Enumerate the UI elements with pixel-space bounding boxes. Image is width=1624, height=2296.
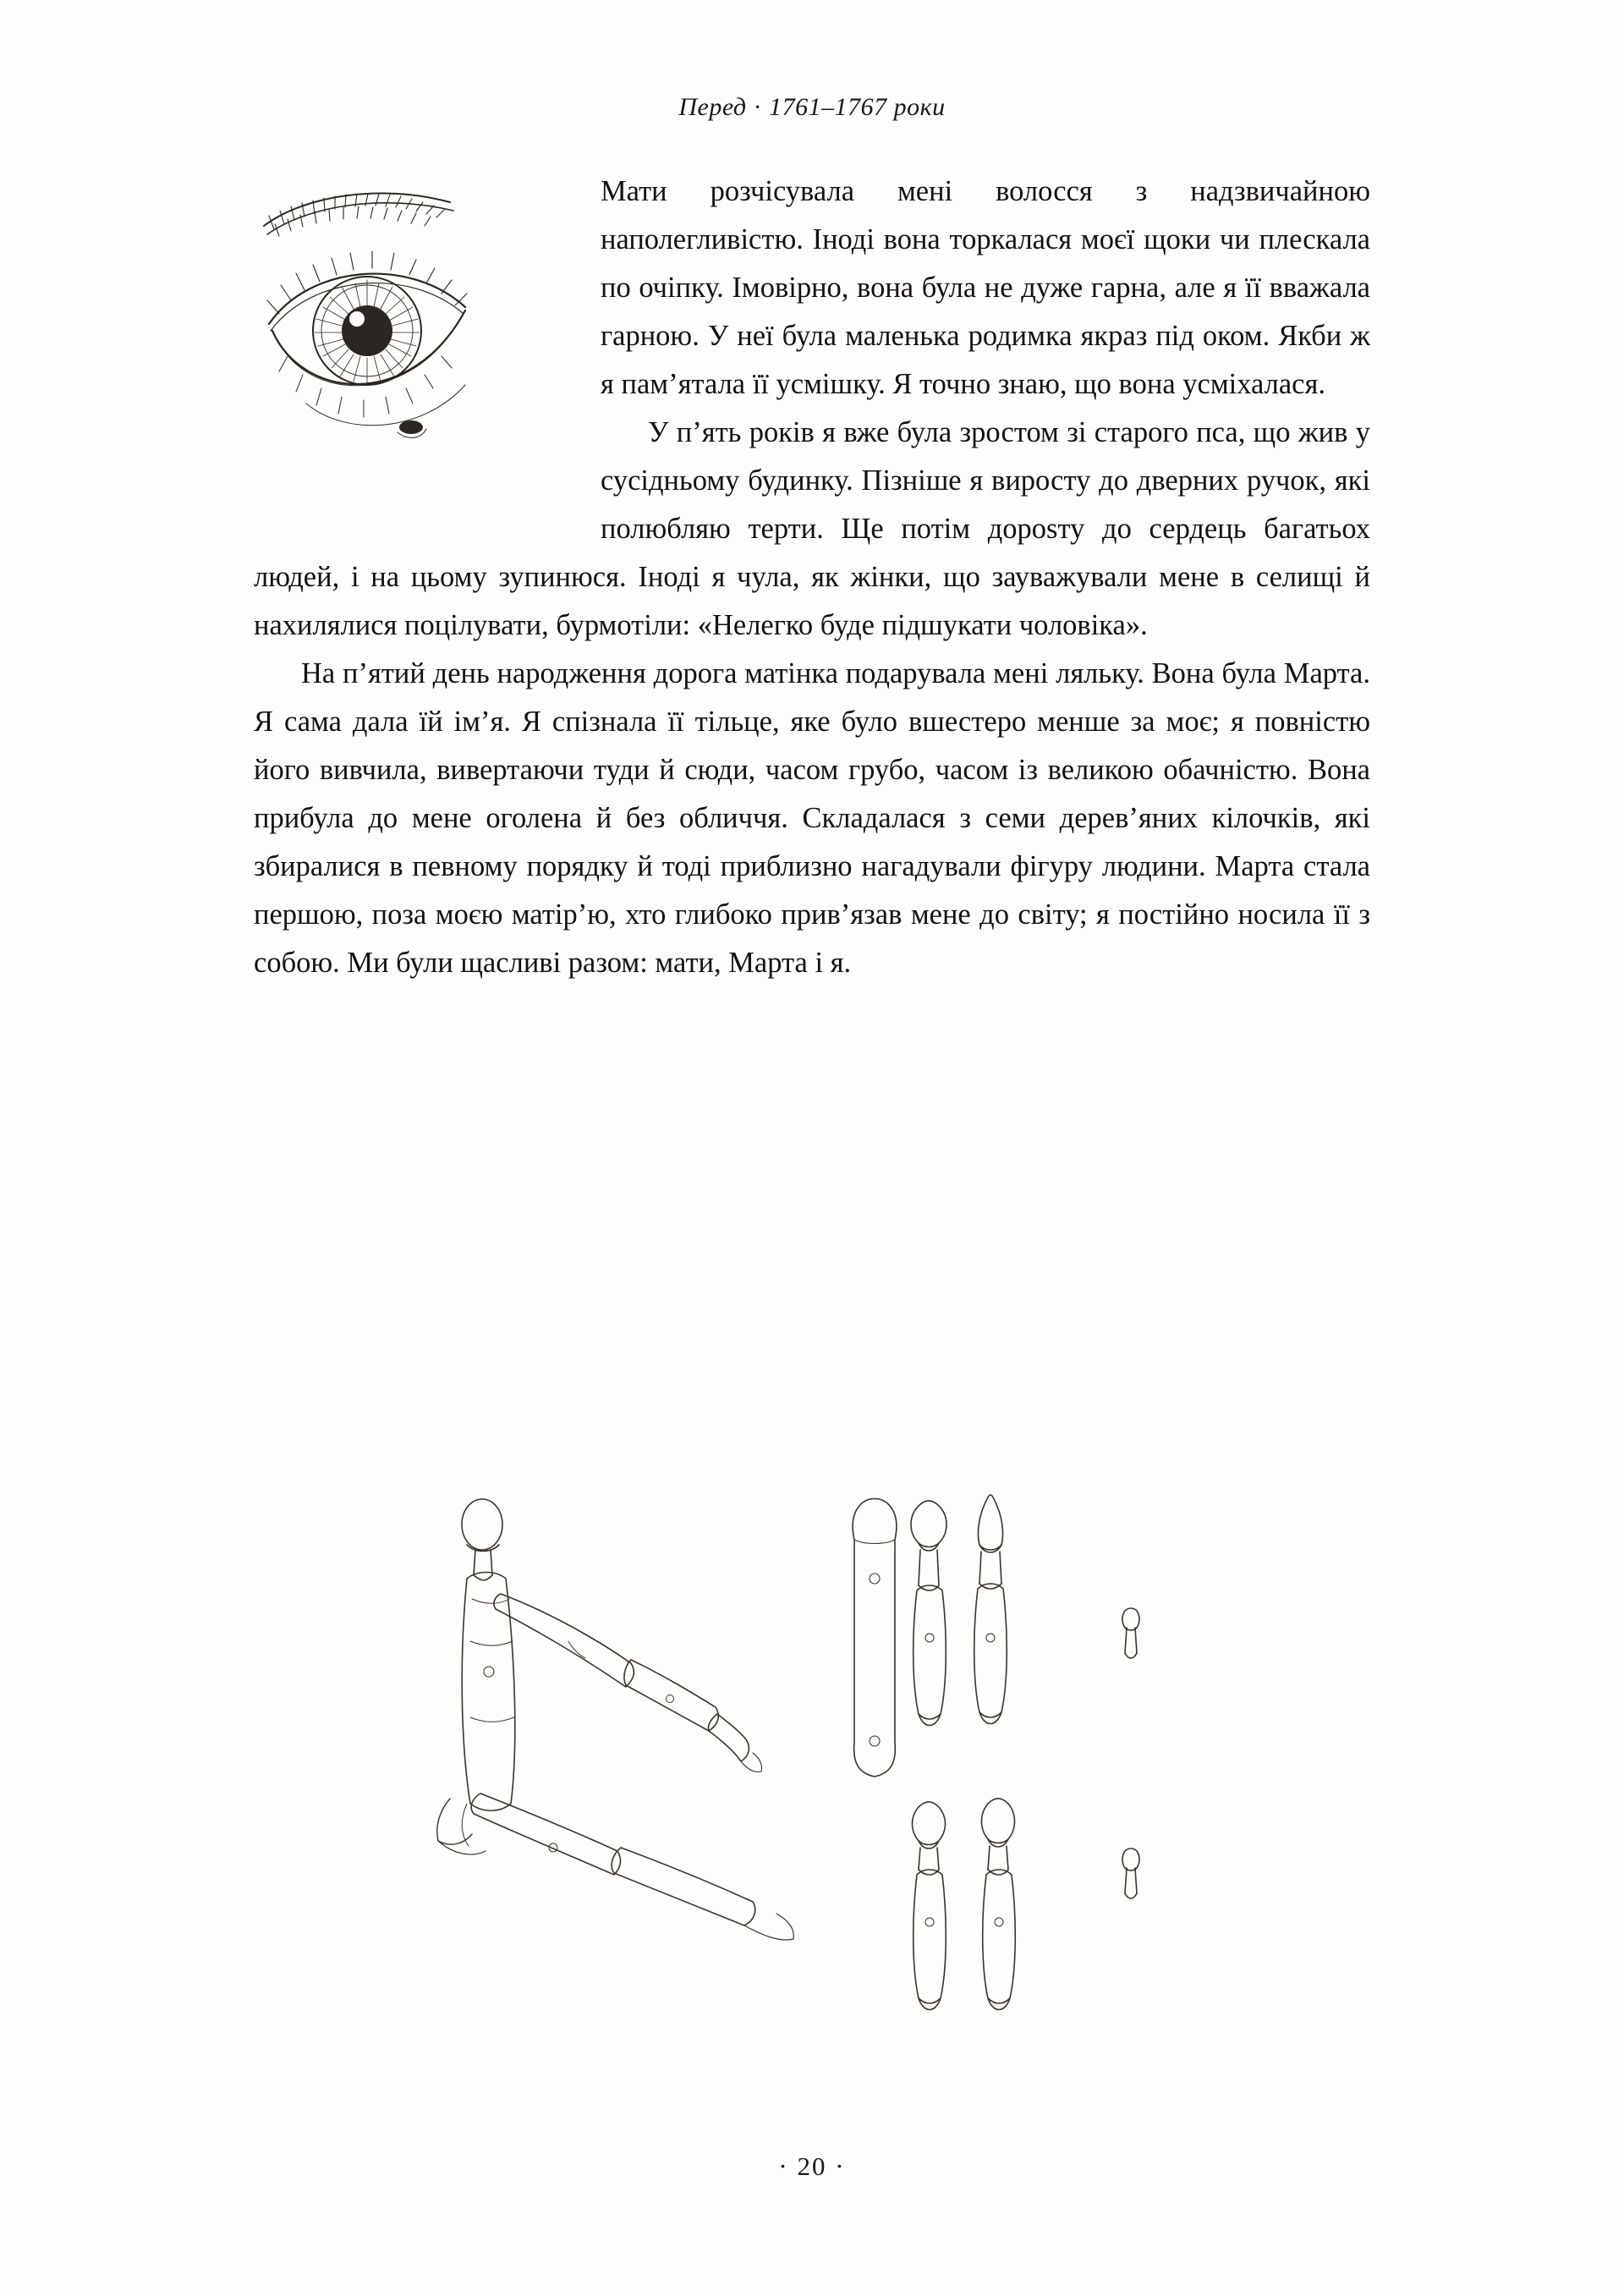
page-number: · 20 · xyxy=(778,2151,846,2181)
running-head-right: 1761–1767 роки xyxy=(769,93,946,121)
running-head-left: Перед xyxy=(678,93,747,121)
paragraph: У п’ять років я вже була зростом зі старого пса, що жив у сусідньому будинку. Пізніше я виросту до дверних ручок, які полюбляю терти. Ще потім дорosту до сердець багатьох людей, і на цьому зупинюся. Іноді я чула, як жінки, що зауважували мене в селищі й нахилялися поцілувати, бурмотіли: «Нелегко буде підшукати чоловіка». xyxy=(254,416,1370,641)
wooden-doll-illustration xyxy=(372,1472,1286,2056)
paragraph: На п’ятий день народження дорога матінка подарувала мені ляльку. Вона була Марта. Я сама дала їй ім’я. Я спізнала її тільце, яке було вшестеро менше за моє; я повністю його вивчила, вивертаючи туди й сюди, часом грубо, часом із великою обачністю. Вона прибула до мене оголена й без обличчя. Складалася з семи дерев’яних кілочків, які збиралися в певному порядку й тоді приблизно нагадували фігуру людини. Марта стала першою, поза моєю матір’ю, хто глибоко прив’язав мене до світу; я постійно носила її з собою. Ми були щасливі разом: мати, Марта і я. xyxy=(254,657,1370,979)
body-text xyxy=(254,168,1370,987)
paragraph: Мати розчісувала мені волосся з надзвичайною наполегливістю. Іноді вона торкалася моєї щоки чи плескала по очіпку. Імовірно, вона була не дуже гарна, але я її вважала гарною. У неї була маленька родимка якраз під оком. Якби ж я пам’ятала її усмішку. Я точно знаю, що вона усміхалася. xyxy=(601,175,1370,400)
running-head-separator: · xyxy=(753,93,763,121)
running-head xyxy=(0,93,1624,122)
eye-text-wrap-spacer xyxy=(254,168,601,506)
